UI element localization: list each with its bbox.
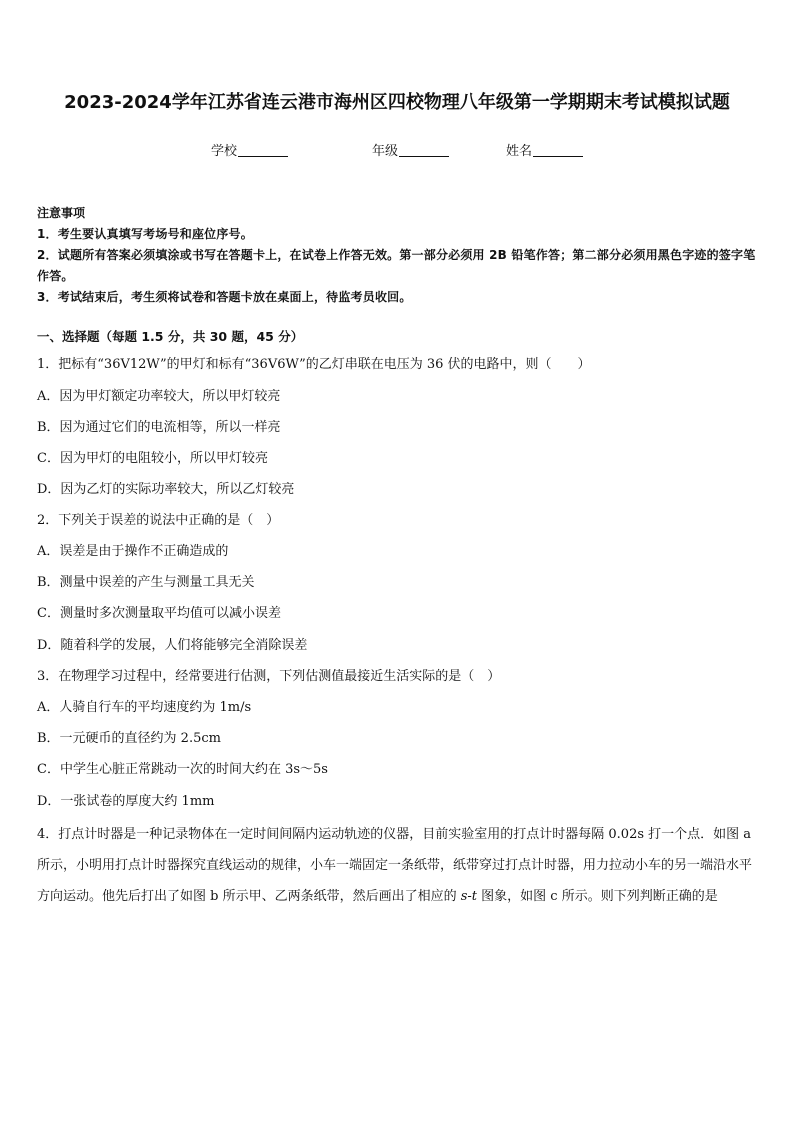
notes-item: 2．试题所有答案必须填涂或书写在答题卡上，在试卷上作答无效。第一部分必须用 2B 铅笔作答；第二部分必须用黑色字迹的签字笔作答。 bbox=[37, 248, 756, 283]
school-label: 学校 bbox=[211, 144, 238, 159]
question-3-option-a: A．人骑自行车的平均速度约为 1m/s bbox=[37, 700, 252, 715]
question-2-stem: 2．下列关于误差的说法中正确的是（ ） bbox=[37, 513, 280, 528]
notes-block bbox=[37, 203, 759, 308]
school-field bbox=[211, 140, 288, 159]
notes-item: 3．考试结束后，考生须将试卷和答题卡放在桌面上，待监考员收回。 bbox=[37, 290, 412, 304]
question-4-st-symbol: s-t bbox=[460, 889, 478, 904]
section-title: 一、选择题（每题 1.5 分，共 30 题，45 分） bbox=[37, 329, 304, 344]
question-3-option-c: C．中学生心脏正常跳动一次的时间大约在 3s～5s bbox=[37, 762, 328, 777]
question-3-stem: 3．在物理学习过程中，经常要进行估测，下列估测值最接近生活实际的是（ ） bbox=[37, 669, 501, 684]
question-3-option-b: B．一元硬币的直径约为 2.5cm bbox=[37, 731, 221, 746]
grade-blank[interactable] bbox=[399, 143, 449, 157]
name-field bbox=[506, 140, 583, 159]
question-1-stem: 1．把标有“36V12W”的甲灯和标有“36V6W”的乙灯串联在电压为 36 伏的电路中，则（ ） bbox=[37, 357, 591, 372]
notes-item: 1．考生要认真填写考场号和座位序号。 bbox=[37, 227, 253, 241]
notes-heading: 注意事项 bbox=[37, 206, 86, 220]
question-1-option-c: C．因为甲灯的电阻较小，所以甲灯较亮 bbox=[37, 451, 268, 466]
question-4-text-before: 4．打点计时器是一种记录物体在一定时间间隔内运动轨迹的仪器，目前实验室用的打点计时器每隔 0.02s 打一个点．如图 a 所示，小明用打点计时器探究直线运动的规律，小车一端固定一条纸带，纸带穿过打点计时器，用力拉动小车的另一端沿水平方向运动。他先后打出了如图 b 所示甲、乙两条纸带，然后画出了相应的 bbox=[37, 827, 753, 904]
exam-title: 2023-2024学年江苏省连云港市海州区四校物理八年级第一学期期末考试模拟试题 bbox=[64, 92, 730, 113]
question-2-option-b: B．测量中误差的产生与测量工具无关 bbox=[37, 575, 255, 590]
question-4-text-after: 图象，如图 c 所示。则下列判断正确的是 bbox=[477, 889, 718, 904]
question-2-option-c: C．测量时多次测量取平均值可以减小误差 bbox=[37, 606, 281, 621]
question-1-option-b: B．因为通过它们的电流相等，所以一样亮 bbox=[37, 420, 281, 435]
grade-field bbox=[372, 140, 449, 159]
student-info-line bbox=[0, 140, 794, 160]
question-2-option-a: A．误差是由于操作不正确造成的 bbox=[37, 544, 229, 559]
question-2-option-d: D．随着科学的发展，人们将能够完全消除误差 bbox=[37, 638, 308, 653]
grade-label: 年级 bbox=[372, 144, 399, 159]
question-1-option-d: D．因为乙灯的实际功率较大，所以乙灯较亮 bbox=[37, 482, 295, 497]
school-blank[interactable] bbox=[238, 143, 288, 157]
question-3-option-d: D．一张试卷的厚度大约 1mm bbox=[37, 794, 215, 809]
question-1-option-a: A．因为甲灯额定功率较大，所以甲灯较亮 bbox=[37, 389, 281, 404]
name-blank[interactable] bbox=[533, 143, 583, 157]
question-4-stem bbox=[37, 819, 759, 912]
name-label: 姓名 bbox=[506, 144, 533, 159]
